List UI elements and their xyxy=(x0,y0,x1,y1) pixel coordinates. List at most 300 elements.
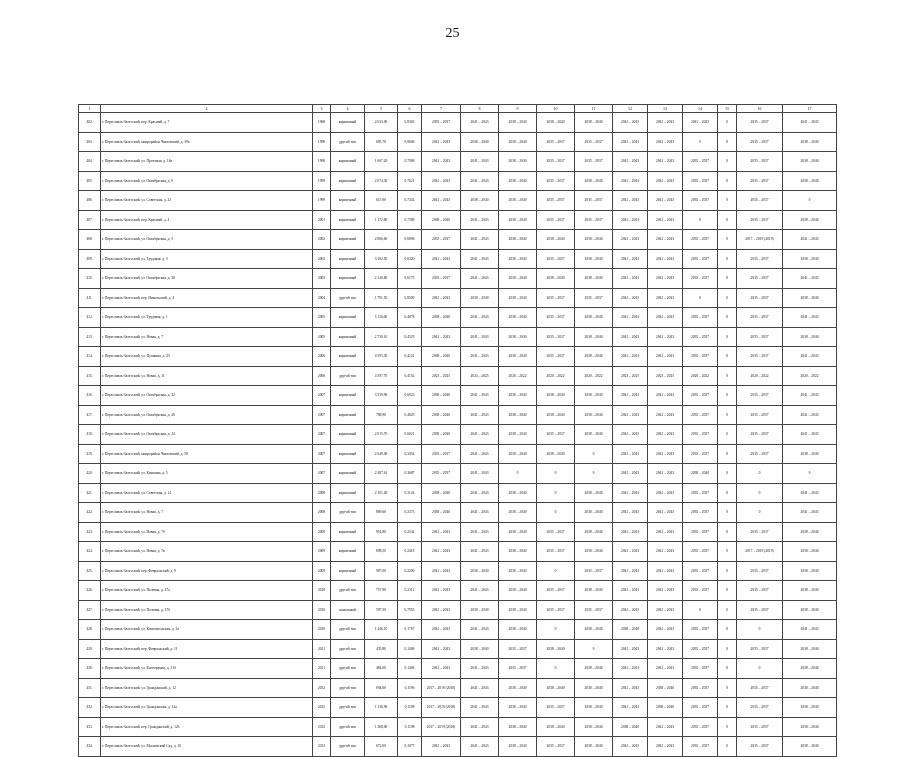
table-cell: 2038 – 2040 xyxy=(499,600,537,620)
table-cell: 672,00 xyxy=(365,737,398,757)
table-cell: 2041 – 2043 xyxy=(613,444,648,464)
table-cell: 2035 – 2037 xyxy=(683,386,718,406)
table-cell: 2035 – 2037 xyxy=(422,444,461,464)
table-row xyxy=(79,269,837,289)
table-cell: 2035 – 2037 xyxy=(737,425,783,445)
table-cell: 1 791,50 xyxy=(365,288,398,308)
table-cell: 4 597,70 xyxy=(365,366,398,386)
table-cell: 2041 – 2043 xyxy=(461,737,499,757)
table-cell: 2035 – 2037 xyxy=(683,152,718,172)
table-cell: 428. xyxy=(79,620,101,640)
table-cell: 0 xyxy=(537,464,575,484)
table-cell: 407. xyxy=(79,210,101,230)
table-cell: 0 xyxy=(718,210,737,230)
table-cell: 2035 – 2037 xyxy=(737,132,783,152)
table-cell: 2035 – 2037 xyxy=(537,132,575,152)
table-cell: 2 730,10 xyxy=(365,327,398,347)
table-cell: 2041 – 2043 xyxy=(783,405,837,425)
table-cell: 1968 xyxy=(313,113,331,133)
table-cell: 2020 – 2022 xyxy=(783,366,837,386)
table-cell: 411. xyxy=(79,288,101,308)
table-cell: 2038 – 2040 xyxy=(783,698,837,718)
table-cell: 954,80 xyxy=(365,522,398,542)
table-cell: 2012 xyxy=(313,737,331,757)
table-cell: 2004 xyxy=(313,288,331,308)
table-cell: кирпичный xyxy=(331,230,365,250)
table-cell: 2038 – 2040 xyxy=(499,308,537,328)
table-cell: 2012 xyxy=(313,717,331,737)
table-cell: 2035 – 2037 xyxy=(737,405,783,425)
table-row xyxy=(79,327,837,347)
table-cell: 2035 – 2037 xyxy=(575,191,613,211)
table-cell: 2038 – 2040 xyxy=(499,269,537,289)
table-cell: 2041 – 2043 xyxy=(613,386,648,406)
column-header: 17 xyxy=(783,105,837,113)
table-cell: 2035 – 2037 xyxy=(737,678,783,698)
table-cell: 2041 – 2043 xyxy=(783,269,837,289)
table-cell: кирпичный xyxy=(331,542,365,562)
table-cell: 0 xyxy=(783,191,837,211)
address-cell: г. Переславль-Залесский, ул. Советская, д. 14 xyxy=(101,483,313,503)
table-cell: 0 xyxy=(575,639,613,659)
table-cell: 2041 – 2043 xyxy=(648,522,683,542)
table-cell: 2020 – 2022 xyxy=(737,366,783,386)
table-cell: 2041 – 2043 xyxy=(648,561,683,581)
address-cell: г. Переславль-Залесский, ул. Комсомольская, д. 5а xyxy=(101,620,313,640)
table-cell: 2041 – 2043 xyxy=(783,425,837,445)
table-cell: 2038 – 2040 xyxy=(499,327,537,347)
table-cell: 2038 – 2040 xyxy=(575,659,613,679)
table-cell: 2038 – 2040 xyxy=(537,230,575,250)
table-cell: 434. xyxy=(79,737,101,757)
table-cell: 2041 – 2043 xyxy=(613,230,648,250)
table-cell: 0 xyxy=(683,132,718,152)
table-cell: 2041 – 2043 xyxy=(613,522,648,542)
table-cell: 412. xyxy=(79,308,101,328)
table-cell: 2041 – 2043 xyxy=(783,620,837,640)
table-cell: 2038 – 2040 xyxy=(783,152,837,172)
table-cell: 0,1077 xyxy=(398,737,422,757)
table-cell: 2035 – 2037 xyxy=(737,347,783,367)
table-cell: 0 xyxy=(718,327,737,347)
table-cell: 2035 – 2037 xyxy=(537,249,575,269)
table-cell: 2035 – 2037 xyxy=(683,503,718,523)
table-cell: 2041 – 2043 xyxy=(613,405,648,425)
table-cell: 2041 – 2043 xyxy=(422,620,461,640)
table-cell: 2010 xyxy=(313,581,331,601)
table-cell: 2038 – 2040 xyxy=(537,639,575,659)
table-cell: 2041 – 2043 xyxy=(613,308,648,328)
table-cell: 0,9606 xyxy=(398,132,422,152)
table-cell: 2041 – 2043 xyxy=(422,152,461,172)
address-cell: г. Переславль-Залесский, ул. Новая, д. 7 xyxy=(101,327,313,347)
table-cell: 2041 – 2043 xyxy=(422,737,461,757)
table-cell: 0 xyxy=(537,561,575,581)
table-cell: кирпичный xyxy=(331,269,365,289)
table-cell: 2038 – 2040 xyxy=(461,288,499,308)
column-header: 15 xyxy=(718,105,737,113)
table-cell: кирпичный xyxy=(331,522,365,542)
table-cell: 2038 – 2040 xyxy=(575,405,613,425)
table-cell: 408. xyxy=(79,230,101,250)
table-cell: 2017 – 2019 (2018) xyxy=(422,717,461,737)
table-cell: 2020 – 2022 xyxy=(575,366,613,386)
table-cell: 0,6896 xyxy=(398,230,422,250)
table-cell: 2038 – 2040 xyxy=(499,191,537,211)
table-cell: 2041 – 2043 xyxy=(783,113,837,133)
table-cell: 2035 – 2037 xyxy=(683,698,718,718)
table-cell: 2041 – 2043 xyxy=(648,230,683,250)
table-cell: 0 xyxy=(718,191,737,211)
table-cell: 987,00 xyxy=(365,561,398,581)
table-cell: 2005 xyxy=(313,308,331,328)
table-row xyxy=(79,620,837,640)
table-cell: другой тип xyxy=(331,366,365,386)
table-cell: 2038 – 2040 xyxy=(461,132,499,152)
table-cell: 2035 – 2037 xyxy=(737,249,783,269)
table-cell: 0,3687 xyxy=(398,464,422,484)
table-cell: 597,50 xyxy=(365,600,398,620)
table-cell: 2041 – 2043 xyxy=(613,191,648,211)
table-cell: 2035 – 2037 xyxy=(575,210,613,230)
address-cell: г. Переславль-Залесский, ул. Полевая, д. 47б xyxy=(101,600,313,620)
column-header: 8 xyxy=(461,105,499,113)
table-cell: 2035 – 2037 xyxy=(683,717,718,737)
table-cell: кирпичный xyxy=(331,561,365,581)
table-cell: 427. xyxy=(79,600,101,620)
table-cell: 2038 – 2040 xyxy=(537,386,575,406)
table-cell: 2041 – 2043 xyxy=(648,444,683,464)
table-cell: 0 xyxy=(718,444,737,464)
address-cell: г. Переславль-Залесский, ул. Октябрьская, д. 24 xyxy=(101,425,313,445)
address-cell: г. Переславль-Залесский, ул. Октябрьская, д. 5 xyxy=(101,230,313,250)
table-cell: 1 446,10 xyxy=(365,620,398,640)
table-cell: 2010 xyxy=(313,620,331,640)
table-cell: 2035 – 2037 xyxy=(683,483,718,503)
table-cell: 2038 – 2040 xyxy=(422,210,461,230)
table-cell: 2041 – 2043 xyxy=(422,522,461,542)
table-cell: 2041 – 2043 xyxy=(461,522,499,542)
table-cell: 0,6320 xyxy=(398,249,422,269)
table-cell: 2038 – 2040 xyxy=(783,171,837,191)
table-cell: 2038 – 2040 xyxy=(613,620,648,640)
table-cell: 757,90 xyxy=(365,581,398,601)
address-cell: г. Переславль-Залесский, ул. Октябрьская, д. 9 xyxy=(101,171,313,191)
table-cell: 2035 – 2037 xyxy=(737,288,783,308)
table-row xyxy=(79,191,837,211)
table-cell: 2041 – 2043 xyxy=(648,288,683,308)
column-header: 7 xyxy=(422,105,461,113)
table-cell: 2038 – 2040 xyxy=(499,483,537,503)
table-cell: 0,2418 xyxy=(398,542,422,562)
table-cell: 2017 – 2019 (2018) xyxy=(422,698,461,718)
table-cell: 1999 xyxy=(313,171,331,191)
table-cell: 2041 – 2043 xyxy=(783,347,837,367)
table-row xyxy=(79,444,837,464)
table-cell: 2041 – 2043 xyxy=(613,581,648,601)
table-cell: 2041 – 2043 xyxy=(461,483,499,503)
table-cell: 2038 – 2040 xyxy=(575,678,613,698)
table-cell: 2038 – 2040 xyxy=(783,542,837,562)
table-row xyxy=(79,737,837,757)
table-cell: 0 xyxy=(718,288,737,308)
table-cell: 2041 – 2043 xyxy=(461,210,499,230)
table-cell: 2035 – 2037 xyxy=(737,581,783,601)
table-cell: 2035 – 2037 xyxy=(737,561,783,581)
table-cell: 2 074,30 xyxy=(365,171,398,191)
table-cell: 3 262,50 xyxy=(365,249,398,269)
table-cell: 2041 – 2043 xyxy=(461,308,499,328)
column-header: 11 xyxy=(575,105,613,113)
address-cell: г. Переславль-Залесский, пер. Февральский, д. 11 xyxy=(101,639,313,659)
address-cell: г. Переславль-Залесский, ул. Пушкина, д. 25 xyxy=(101,347,313,367)
table-cell: 0,1196 xyxy=(398,678,422,698)
table-cell: 0,3124 xyxy=(398,483,422,503)
table-cell: 2035 – 2037 xyxy=(683,444,718,464)
table-row xyxy=(79,698,837,718)
table-cell: 2038 – 2040 xyxy=(499,717,537,737)
table-cell: 2038 – 2040 xyxy=(499,503,537,523)
table-cell: 402. xyxy=(79,113,101,133)
table-cell: 2011 xyxy=(313,659,331,679)
table-row xyxy=(79,347,837,367)
table-cell: 2 487,61 xyxy=(365,464,398,484)
table-cell: 0 xyxy=(537,503,575,523)
table-cell: 2035 – 2037 xyxy=(737,171,783,191)
table-cell: 2035 – 2037 xyxy=(537,698,575,718)
table-cell: 2035 – 2037 xyxy=(422,113,461,133)
schedule-table-container xyxy=(78,104,819,757)
table-cell: 2035 – 2037 xyxy=(683,191,718,211)
table-cell: 2035 – 2037 xyxy=(537,210,575,230)
table-cell: 0 xyxy=(718,659,737,679)
table-cell: 2035 – 2037 xyxy=(537,152,575,172)
table-cell: 2041 – 2043 xyxy=(683,113,718,133)
table-cell: 0,6175 xyxy=(398,269,422,289)
table-cell: 404. xyxy=(79,152,101,172)
table-cell: 2003 xyxy=(313,269,331,289)
table-cell: 2041 – 2043 xyxy=(422,659,461,679)
table-cell: 2041 – 2043 xyxy=(648,581,683,601)
table-cell: 2041 – 2043 xyxy=(461,717,499,737)
table-cell: 0,1198 xyxy=(398,698,422,718)
table-cell: 2041 – 2043 xyxy=(461,405,499,425)
table-cell: 2035 – 2037 xyxy=(737,308,783,328)
table-cell: 0 xyxy=(575,464,613,484)
table-cell: 0 xyxy=(718,425,737,445)
table-cell: 1999 xyxy=(313,191,331,211)
table-cell: 1 172,80 xyxy=(365,210,398,230)
table-row xyxy=(79,249,837,269)
table-cell: 2041 – 2043 xyxy=(613,503,648,523)
table-cell: другой тип xyxy=(331,678,365,698)
table-cell: 484,00 xyxy=(365,659,398,679)
table-cell: 2038 – 2040 xyxy=(422,347,461,367)
table-cell: 2041 – 2043 xyxy=(461,542,499,562)
table-cell: 2041 – 2043 xyxy=(648,737,683,757)
table-cell: 2035 – 2037 xyxy=(422,464,461,484)
table-cell: 2041 – 2043 xyxy=(613,113,648,133)
table-cell: 2038 – 2040 xyxy=(783,659,837,679)
table-body xyxy=(79,113,837,757)
table-cell: кирпичный xyxy=(331,171,365,191)
table-cell: 1 368,00 xyxy=(365,717,398,737)
table-cell: другой тип xyxy=(331,620,365,640)
address-cell: г. Переславль-Залесский, микрорайон Чкаловский, д. 58 xyxy=(101,444,313,464)
table-cell: 2041 – 2043 xyxy=(648,308,683,328)
table-cell: 2041 – 2043 xyxy=(648,542,683,562)
table-cell: 0,1406 xyxy=(398,639,422,659)
table-cell: 2041 – 2043 xyxy=(613,210,648,230)
table-cell: 419. xyxy=(79,444,101,464)
table-cell: 2041 – 2043 xyxy=(613,678,648,698)
table-cell: 0,8500 xyxy=(398,288,422,308)
table-cell: 409. xyxy=(79,249,101,269)
table-cell: 2035 – 2037 xyxy=(683,737,718,757)
table-cell: 0 xyxy=(718,405,737,425)
table-cell: 2035 – 2037 xyxy=(575,152,613,172)
table-cell: 2041 – 2043 xyxy=(648,600,683,620)
table-cell: 2035 – 2037 xyxy=(737,600,783,620)
table-cell: 2017 – 2019 (2018) xyxy=(422,678,461,698)
table-cell: 2041 – 2043 xyxy=(461,171,499,191)
table-cell: 2038 – 2040 xyxy=(499,444,537,464)
table-cell: 2041 – 2043 xyxy=(461,581,499,601)
table-cell: 615,90 xyxy=(365,191,398,211)
table-cell: 435,80 xyxy=(365,639,398,659)
table-cell: 2038 – 2040 xyxy=(499,620,537,640)
table-cell: 2035 – 2037 xyxy=(683,230,718,250)
table-cell: 2038 – 2040 xyxy=(499,171,537,191)
table-cell: 2035 – 2037 xyxy=(683,269,718,289)
table-cell: 2038 – 2040 xyxy=(575,503,613,523)
table-cell: 0 xyxy=(718,698,737,718)
page-number: 25 xyxy=(445,26,460,41)
table-cell: 2002 xyxy=(313,249,331,269)
table-cell: 2009 xyxy=(313,561,331,581)
table-cell: 0,7389 xyxy=(398,210,422,230)
table-cell: 0 xyxy=(718,737,737,757)
table-cell: 788,90 xyxy=(365,405,398,425)
table-cell: 418. xyxy=(79,425,101,445)
table-cell: 2035 – 2037 xyxy=(575,288,613,308)
table-row xyxy=(79,210,837,230)
column-header: 9 xyxy=(499,105,537,113)
table-cell: 2017 – 2019 (2019) xyxy=(737,230,783,250)
address-cell: г. Переславль-Залесский, ул. Гражданский, д. 12 xyxy=(101,678,313,698)
table-cell: 0 xyxy=(718,464,737,484)
table-cell: 2041 – 2043 xyxy=(648,269,683,289)
address-cell: г. Переславль-Залесский, ул. Полевая, д. 47а xyxy=(101,581,313,601)
table-row xyxy=(79,561,837,581)
column-header: 16 xyxy=(737,105,783,113)
table-cell: 424. xyxy=(79,542,101,562)
table-cell: 0 xyxy=(718,366,737,386)
table-cell: кирпичный xyxy=(331,210,365,230)
table-cell: 0,2312 xyxy=(398,581,422,601)
table-cell: другой тип xyxy=(331,659,365,679)
table-cell: 2038 – 2040 xyxy=(683,464,718,484)
table-cell: 4 593,30 xyxy=(365,347,398,367)
table-cell: 2041 – 2043 xyxy=(461,620,499,640)
table-cell: 2041 – 2043 xyxy=(648,210,683,230)
table-cell: 2035 – 2037 xyxy=(499,639,537,659)
table-cell: 2035 – 2037 xyxy=(737,386,783,406)
table-cell: 2041 – 2043 xyxy=(783,483,837,503)
table-cell: 2038 – 2040 xyxy=(461,191,499,211)
table-cell: 2038 – 2040 xyxy=(422,425,461,445)
table-cell: 0 xyxy=(718,600,737,620)
table-cell: 2041 – 2043 xyxy=(613,347,648,367)
table-row xyxy=(79,405,837,425)
table-cell: 2041 – 2043 xyxy=(783,230,837,250)
table-row xyxy=(79,132,837,152)
address-cell: г. Переславль-Залесский, пер. Красный, д. 4 xyxy=(101,210,313,230)
table-cell: 0 xyxy=(718,620,737,640)
address-cell: г. Переславль-Залесский, ул. Новая, д. 7б xyxy=(101,522,313,542)
table-cell: 0 xyxy=(718,542,737,562)
table-cell: 0 xyxy=(718,152,737,172)
table-cell: 2006 xyxy=(313,347,331,367)
table-cell: 2038 – 2040 xyxy=(575,171,613,191)
table-cell: 2038 – 2040 xyxy=(575,581,613,601)
table-cell: 0 xyxy=(718,347,737,367)
table-cell: 0,8363 xyxy=(398,113,422,133)
table-cell: 2020 – 2022 xyxy=(537,366,575,386)
table-cell: 2035 – 2037 xyxy=(537,581,575,601)
table-cell: 2038 – 2040 xyxy=(422,503,461,523)
table-cell: 2035 – 2037 xyxy=(575,132,613,152)
table-cell: 2038 – 2040 xyxy=(499,230,537,250)
table-cell: кирпичный xyxy=(331,405,365,425)
address-cell: г. Переславль-Залесский, ул. Октябрьская, д. 26 xyxy=(101,405,313,425)
table-cell: 2038 – 2040 xyxy=(783,639,837,659)
table-cell: 2035 – 2037 xyxy=(537,600,575,620)
table-cell: 406. xyxy=(79,191,101,211)
table-cell: 2009 xyxy=(313,542,331,562)
table-cell: 0,4025 xyxy=(398,405,422,425)
table-cell: 416. xyxy=(79,386,101,406)
table-cell: 0,1198 xyxy=(398,717,422,737)
table-cell: 2038 – 2040 xyxy=(461,600,499,620)
table-cell: 2041 – 2043 xyxy=(422,581,461,601)
table-cell: 2035 – 2037 xyxy=(737,698,783,718)
column-header: 5 xyxy=(365,105,398,113)
address-cell: г. Переславль-Залесский, ул. Новая, д. 7 xyxy=(101,503,313,523)
table-cell: 2041 – 2043 xyxy=(461,249,499,269)
table-cell: 0,2542 xyxy=(398,522,422,542)
table-cell: 2038 – 2040 xyxy=(648,678,683,698)
table-cell: 2041 – 2043 xyxy=(461,347,499,367)
table-cell: 2038 – 2040 xyxy=(575,698,613,718)
table-cell: 0 xyxy=(718,269,737,289)
table-cell: 2038 – 2040 xyxy=(422,386,461,406)
table-cell: 2038 – 2040 xyxy=(783,288,837,308)
table-cell: 2038 – 2040 xyxy=(499,678,537,698)
table-cell: 2041 – 2043 xyxy=(422,191,461,211)
table-cell: 2010 xyxy=(313,600,331,620)
table-cell: 2035 – 2037 xyxy=(683,581,718,601)
table-cell: 2035 – 2037 xyxy=(737,522,783,542)
table-row xyxy=(79,678,837,698)
table-cell: 2002 xyxy=(313,230,331,250)
table-cell: 2035 – 2037 xyxy=(737,113,783,133)
table-cell: 2041 – 2043 xyxy=(422,542,461,562)
address-cell: г. Переславль-Залесский, микрорайон Чкаловский, д. 39а xyxy=(101,132,313,152)
table-cell: 2038 – 2040 xyxy=(422,483,461,503)
table-cell: 0 xyxy=(718,230,737,250)
table-cell: 2041 – 2043 xyxy=(613,639,648,659)
